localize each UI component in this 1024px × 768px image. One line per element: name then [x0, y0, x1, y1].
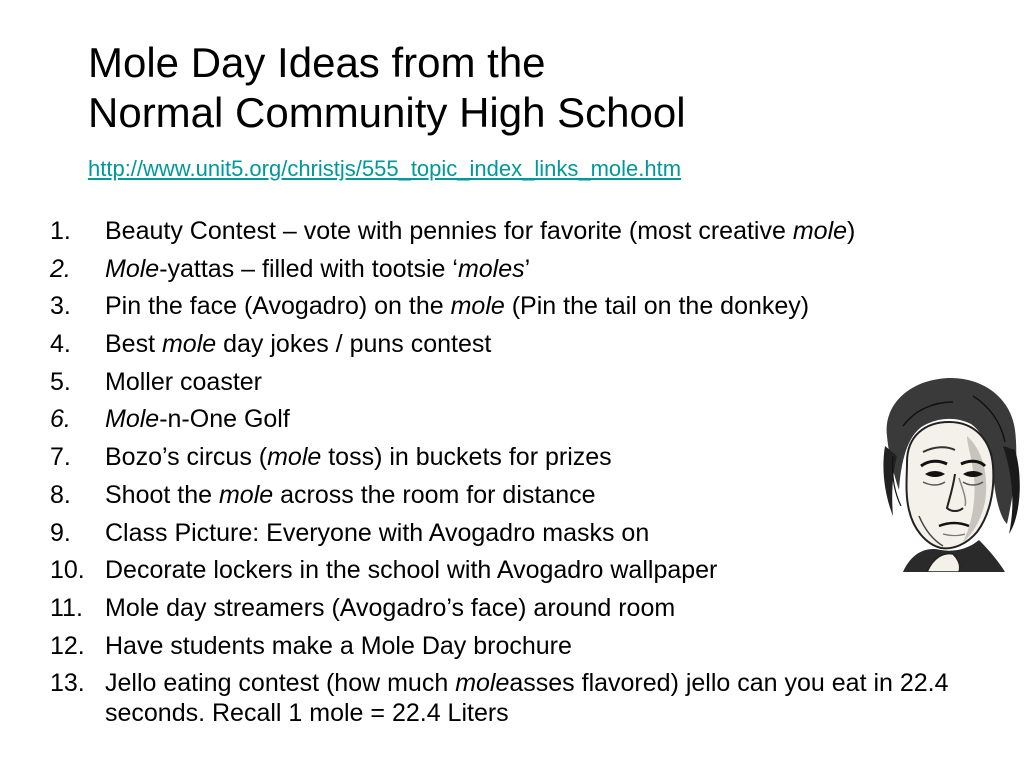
idea-number: 1. [50, 217, 71, 245]
idea-number: 8. [50, 480, 71, 509]
idea-item [50, 329, 990, 359]
idea-text: Best [105, 330, 162, 359]
idea-number: 7. [50, 443, 71, 472]
idea-number: 3. [50, 292, 71, 321]
idea-text: Mole day streamers (Avogadro’s face) around room [105, 593, 676, 622]
idea-number: 9. [50, 518, 71, 547]
idea-text: Jello eating contest (how much [105, 669, 456, 698]
idea-number: 12. [50, 631, 85, 660]
idea-text: Beauty Contest – vote with pennies for favorite (most creative [105, 217, 793, 245]
idea-text: Pin the face (Avogadro) on the [105, 292, 451, 321]
idea-text: across the room for distance [273, 480, 596, 509]
title-line-2: Normal Community High School [88, 89, 686, 136]
idea-number: 11. [50, 593, 83, 622]
idea-item [50, 518, 990, 548]
idea-text-italic: mole [218, 480, 274, 509]
idea-number: 10. [50, 556, 85, 585]
idea-item [50, 668, 990, 728]
idea-text-italic: mole [450, 292, 505, 321]
avogadro-portrait-drawing [863, 366, 1024, 572]
idea-text: -n-One Golf [159, 405, 290, 434]
idea-item [50, 216, 990, 246]
title-line-1: Mole Day Ideas from the [88, 39, 546, 86]
idea-text: (Pin the tail on the donkey) [504, 292, 810, 321]
idea-text: Have students make a Mole Day brochure [105, 631, 572, 660]
idea-text: ) [847, 217, 856, 245]
idea-item [50, 555, 990, 585]
idea-number: 4. [50, 330, 71, 359]
idea-text-italic: mole [792, 217, 848, 245]
source-link[interactable]: http://www.unit5.org/christjs/555_topic_index_links_mole.htm [88, 156, 682, 181]
idea-item [50, 442, 990, 472]
idea-text: Decorate lockers in the school with Avogadro wallpaper [105, 556, 718, 585]
avogadro-portrait [863, 366, 1024, 572]
idea-item [50, 593, 990, 623]
idea-item [50, 367, 990, 397]
idea-number: 2. [50, 254, 71, 283]
idea-item [50, 480, 990, 510]
idea-text: ’ [524, 254, 531, 283]
idea-number: 5. [50, 367, 71, 396]
idea-item [50, 404, 990, 434]
idea-text: asses flavored) jello can you eat in 22.4 seconds. Recall 1 mole = 22.4 Liters [105, 669, 949, 728]
idea-text: Bozo’s circus ( [105, 443, 268, 472]
ideas-list [50, 216, 990, 736]
idea-text: day jokes / puns contest [216, 330, 492, 359]
idea-text-italic: mole [161, 330, 217, 359]
idea-text: Moller coaster [105, 367, 262, 396]
idea-item [50, 291, 990, 321]
idea-text-italic: mole [455, 669, 510, 698]
idea-text: Class Picture: Everyone with Avogadro masks on [105, 518, 650, 547]
idea-item [50, 631, 990, 661]
idea-number: 13. [50, 669, 85, 698]
idea-text-italic: mole [267, 443, 322, 472]
idea-text-italic: moles [457, 254, 525, 283]
idea-text-italic: Mole [105, 254, 160, 283]
idea-item [50, 254, 990, 284]
idea-number: 6. [50, 405, 71, 434]
slide-title [88, 38, 686, 138]
idea-text: -yattas – filled with tootsie ‘ [159, 254, 458, 283]
idea-text-italic: Mole [105, 405, 160, 434]
idea-text: Shoot the [105, 480, 219, 509]
idea-text: toss) in buckets for prizes [321, 443, 612, 472]
